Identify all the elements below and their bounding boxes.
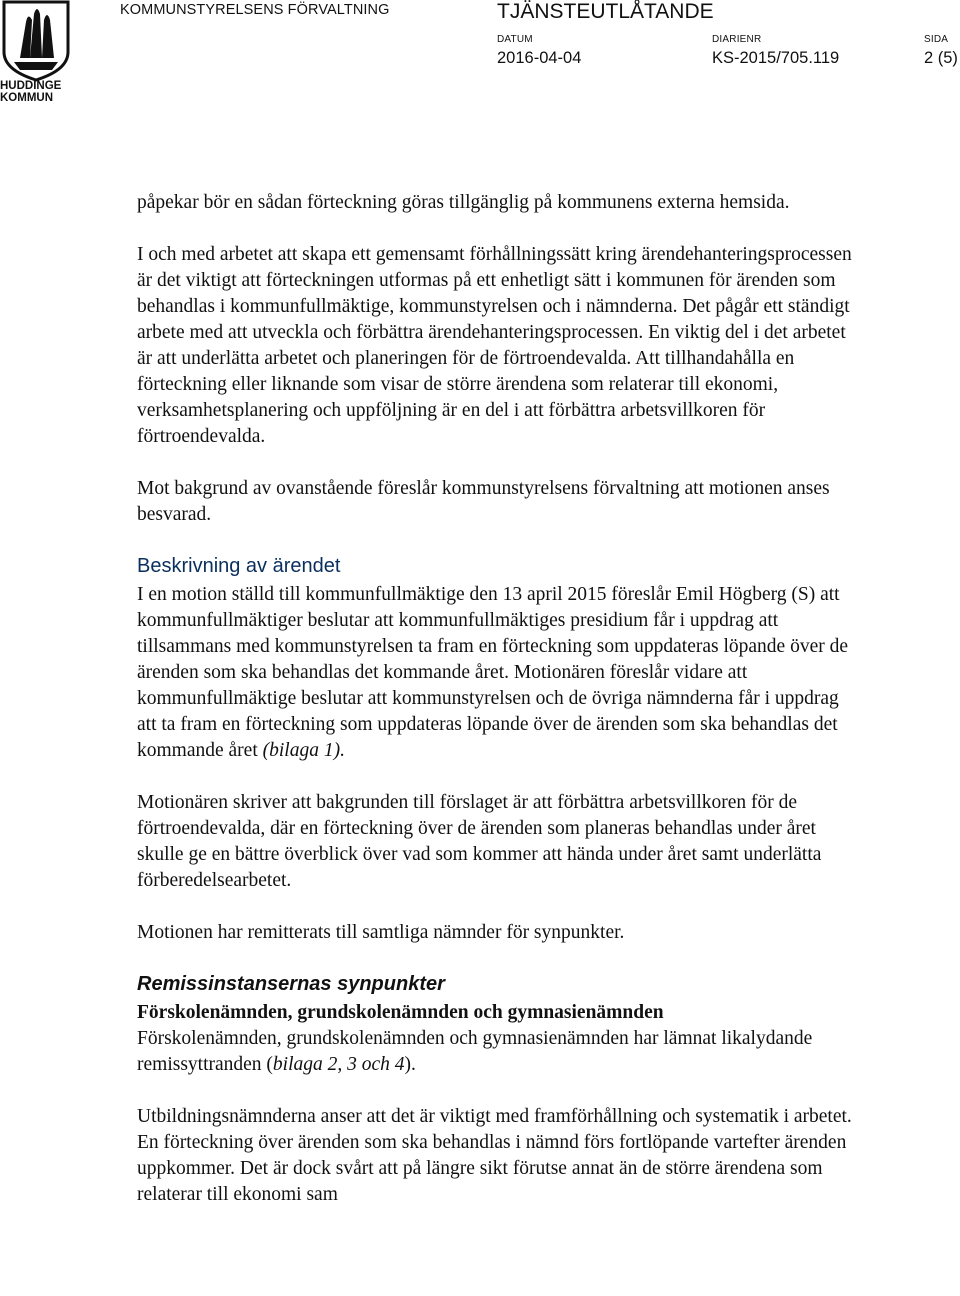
paragraph [137, 1026, 857, 1078]
paragraph: Motionen har remitterats till samtliga nämnder för synpunkter. [137, 922, 625, 943]
paragraph [137, 582, 857, 764]
paragraph: I och med arbetet att skapa ett gemensamt förhållningssätt kring ärendehanteringsprocessen är det viktigt att förteckningen utformas på ett enhetligt sätt i kommunen för ärenden som behandlas i kommunfullmäktige, kommunstyrelsen och i nämnderna. Det pågår ett ständigt arbete med att utveckla och förbättra ärendehanteringsprocessen. En viktig del i det arbetet är att underlätta arbetet och planeringen för de förtroendevalda. Att tillhandahålla en förteckning eller liknande som visar de större ärendena som relaterar till ekonomi, verksamhetsplanering och uppföljning är en del i att förbättra arbetsvillkoren för förtroendevalda. [137, 244, 852, 447]
attachment-reference: bilaga 2, 3 och 4 [272, 1054, 405, 1075]
paragraph: påpekar bör en sådan förteckning göras tillgänglig på kommunens externa hemsida. [137, 192, 790, 213]
coat-of-arms-icon [0, 0, 72, 82]
paragraph: Motionären skriver att bakgrunden till förslaget är att förbättra arbetsvillkoren för de förtroendevalda, där en förteckning över de ärenden som planeras behandlas under året skulle ge en bättre överblick över vad som kommer att hända under året samt underlätta förberedelsearbetet. [137, 792, 822, 891]
attachment-reference: (bilaga 1). [262, 740, 345, 761]
page-value: 2 (5) [924, 49, 958, 67]
paragraph: Utbildningsnämnderna anser att det är viktigt med framförhållning och systematik i arbetet. En förteckning över ärenden som ska behandlas i nämnd förs fortlöpande vartefter ärenden uppkommer. Det är dock svårt att på längre sikt förutse annat än de större ärendena som relaterar till ekonomi sam [137, 1106, 852, 1205]
paragraph: Mot bakgrund av ovanstående föreslår kommunstyrelsens förvaltning att motionen anses besvarad. [137, 478, 830, 525]
paragraph-text: ). [404, 1054, 416, 1075]
section-heading: Beskrivning av ärendet [137, 555, 341, 577]
document-type: TJÄNSTEUTLÅTANDE [497, 0, 714, 23]
document-body [137, 190, 857, 1208]
section-heading: Remissinstansernas synpunkter [137, 973, 445, 995]
organization-name: KOMMUNSTYRELSENS FÖRVALTNING [120, 2, 390, 18]
subsection-heading: Förskolenämnden, grundskolenämnden och gymnasienämnden [137, 1002, 664, 1023]
municipality-logo [0, 0, 72, 108]
logo-text: HUDDINGE KOMMUN [0, 80, 62, 104]
diary-label: DIARIENR [712, 34, 762, 45]
page-label: SIDA [924, 34, 949, 45]
paragraph-text: I en motion ställd till kommunfullmäktige den 13 april 2015 föreslår Emil Högberg (S) att kommunfullmäktiger beslutar att kommunfullmäktiges presidium får i uppdrag att tillsammans med kommunstyrelsen ta fram en förteckning som uppdateras löpande över de ärenden som ska behandlas det kommande året. Motionären föreslår vidare att kommunfullmäktige beslutar att kommunstyrelsen och de övriga nämnderna får i uppdrag att ta fram en förteckning som uppdateras löpande över de ärenden som ska behandlas det kommande året [137, 584, 849, 761]
date-value: 2016-04-04 [497, 49, 582, 67]
paragraph-text: Förskolenämnden, grundskolenämnden och gymnasienämnden har lämnat likalydande remissyttranden ( [137, 1028, 813, 1075]
date-label: DATUM [497, 34, 533, 45]
diary-value: KS-2015/705.119 [712, 49, 840, 67]
